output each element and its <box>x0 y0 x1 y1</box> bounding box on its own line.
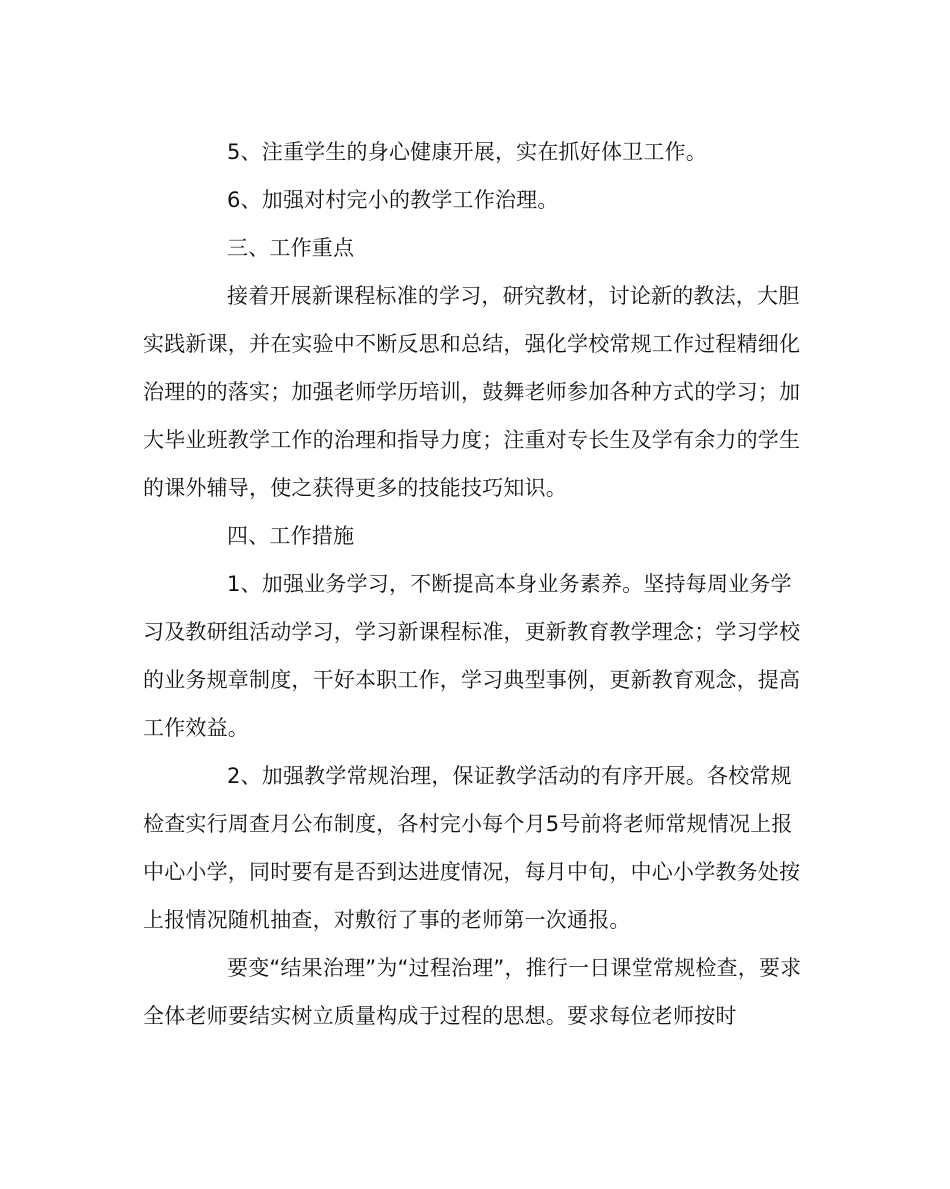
paragraph-item-6-village-schools: 6、加强对村完小的教学工作治理。 <box>227 188 559 212</box>
paragraph-measure-2: 2、加强教学常规治理，保证教学活动的有序开展。各校常规检查实行周查月公布制度，各村完小每个月5号前将老师常规情况上报中心小学，同时要有是否到达进度情况，每月中旬，中心小学教务处按上报情况随机抽查，对敷衍了事的老师第一次通报。 <box>143 764 801 932</box>
paragraph-process-management: 要变“结果治理”为“过程治理”，推行一日课堂常规检查，要求全体老师要结实树立质量构成于过程的思想。要求每位老师按时 <box>143 956 802 1028</box>
paragraph-item-5-health: 5、注重学生的身心健康开展，实在抓好体卫工作。 <box>227 140 707 164</box>
paragraph-measure-1: 1、加强业务学习，不断提高本身业务素养。坚持每周业务学习及教研组活动学习，学习新课程标准，更新教育教学理念；学习学校的业务规章制度，干好本职工作，学习典型事例，更新教育观念，提高工作效益。 <box>143 572 801 740</box>
section-heading-work-focus: 三、工作重点 <box>227 236 355 260</box>
document-body <box>143 128 811 1040</box>
paragraph-work-focus: 接着开展新课程标准的学习，研究教材，讨论新的教法，大胆实践新课，并在实验中不断反思和总结，强化学校常规工作过程精细化治理的的落实；加强老师学历培训，鼓舞老师参加各种方式的学习；加大毕业班教学工作的治理和指导力度；注重对专长生及学有余力的学生的课外辅导，使之获得更多的技能技巧知识。 <box>143 284 801 500</box>
section-heading-work-measures: 四、工作措施 <box>227 524 355 548</box>
